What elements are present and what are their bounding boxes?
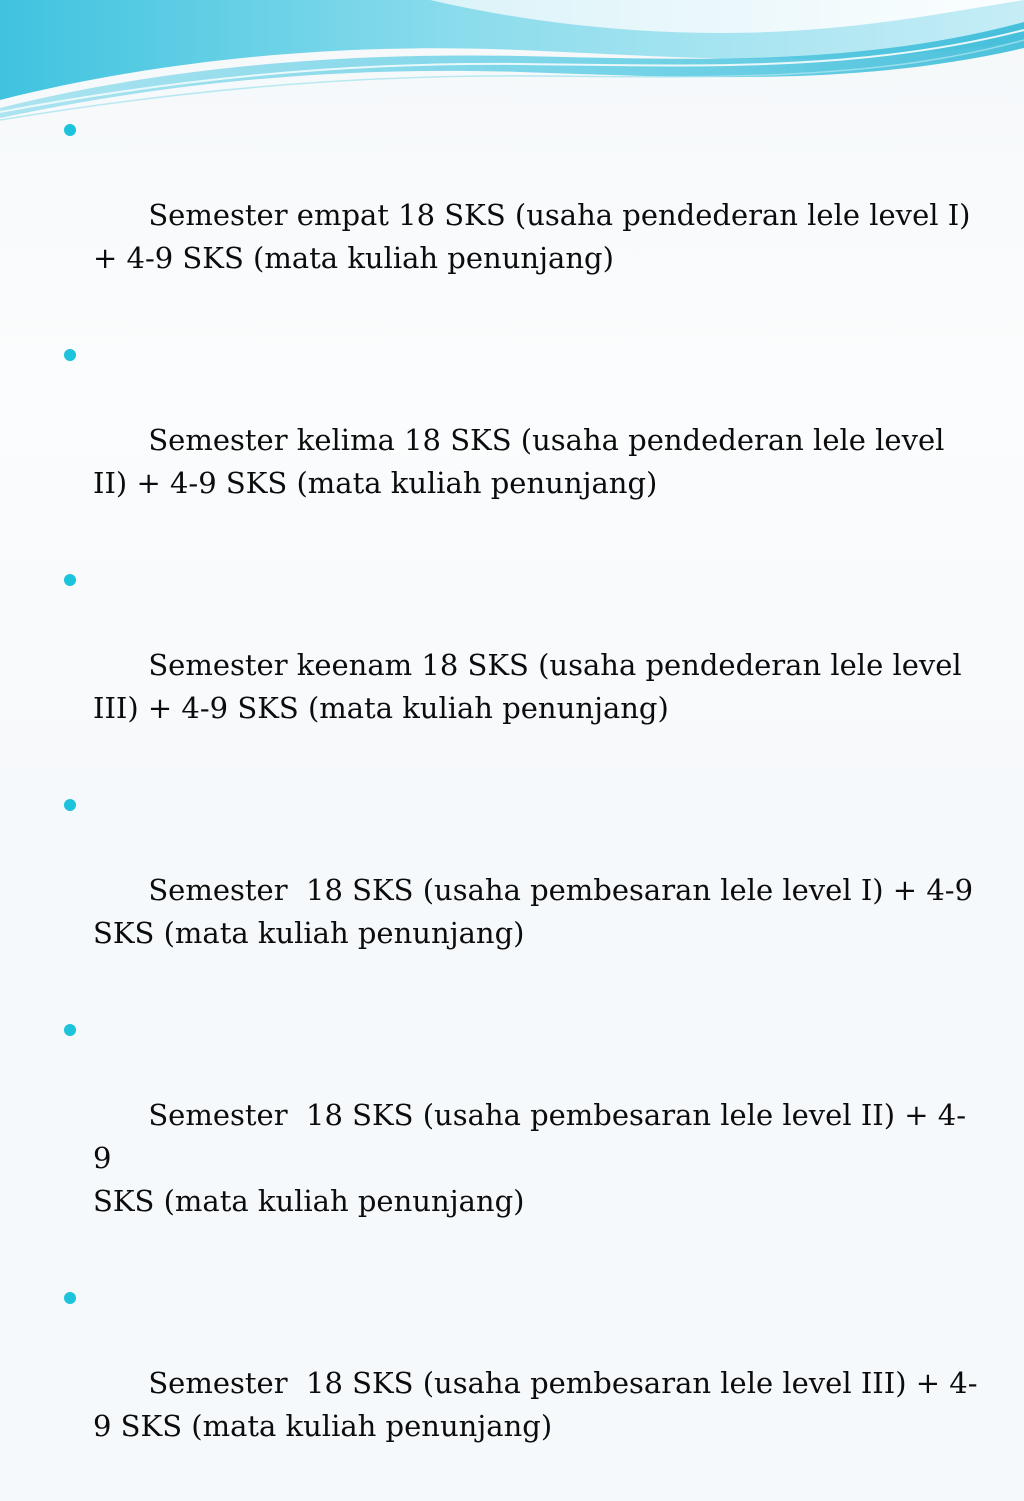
bullet-dot-icon xyxy=(64,349,76,361)
bullet-item xyxy=(62,558,982,773)
bullet-text: Semester 18 SKS (usaha pembesaran lele level I) + 4-9 SKS (mata kuliah penunjang) xyxy=(93,873,974,950)
bullet-text: Semester keenam 18 SKS (usaha pendederan lele level III) + 4-9 SKS (mata kuliah penunjang) xyxy=(93,648,962,725)
bullet-text: Semester 18 SKS (usaha pembesaran lele level III) + 4- 9 SKS (mata kuliah penunjang) xyxy=(93,1366,978,1443)
bullet-dot-icon xyxy=(64,799,76,811)
bullet-dot-icon xyxy=(64,124,76,136)
bullet-item xyxy=(62,108,982,323)
bullet-dot-icon xyxy=(64,574,76,586)
bullet-list xyxy=(62,108,982,1501)
bullet-text: Semester kelima 18 SKS (usaha pendederan lele level II) + 4-9 SKS (mata kuliah penunjang) xyxy=(93,423,945,500)
bullet-item xyxy=(62,1008,982,1266)
bullet-item xyxy=(62,783,982,998)
bullet-item xyxy=(62,1276,982,1491)
bullet-dot-icon xyxy=(64,1024,76,1036)
bullet-item xyxy=(62,333,982,548)
bullet-text: Semester 18 SKS (usaha pembesaran lele level II) + 4-9 SKS (mata kuliah penunjang) xyxy=(93,1098,967,1218)
bullet-dot-icon xyxy=(64,1292,76,1304)
bullet-text: Semester empat 18 SKS (usaha pendederan lele level I) + 4-9 SKS (mata kuliah penunjang) xyxy=(93,198,971,275)
